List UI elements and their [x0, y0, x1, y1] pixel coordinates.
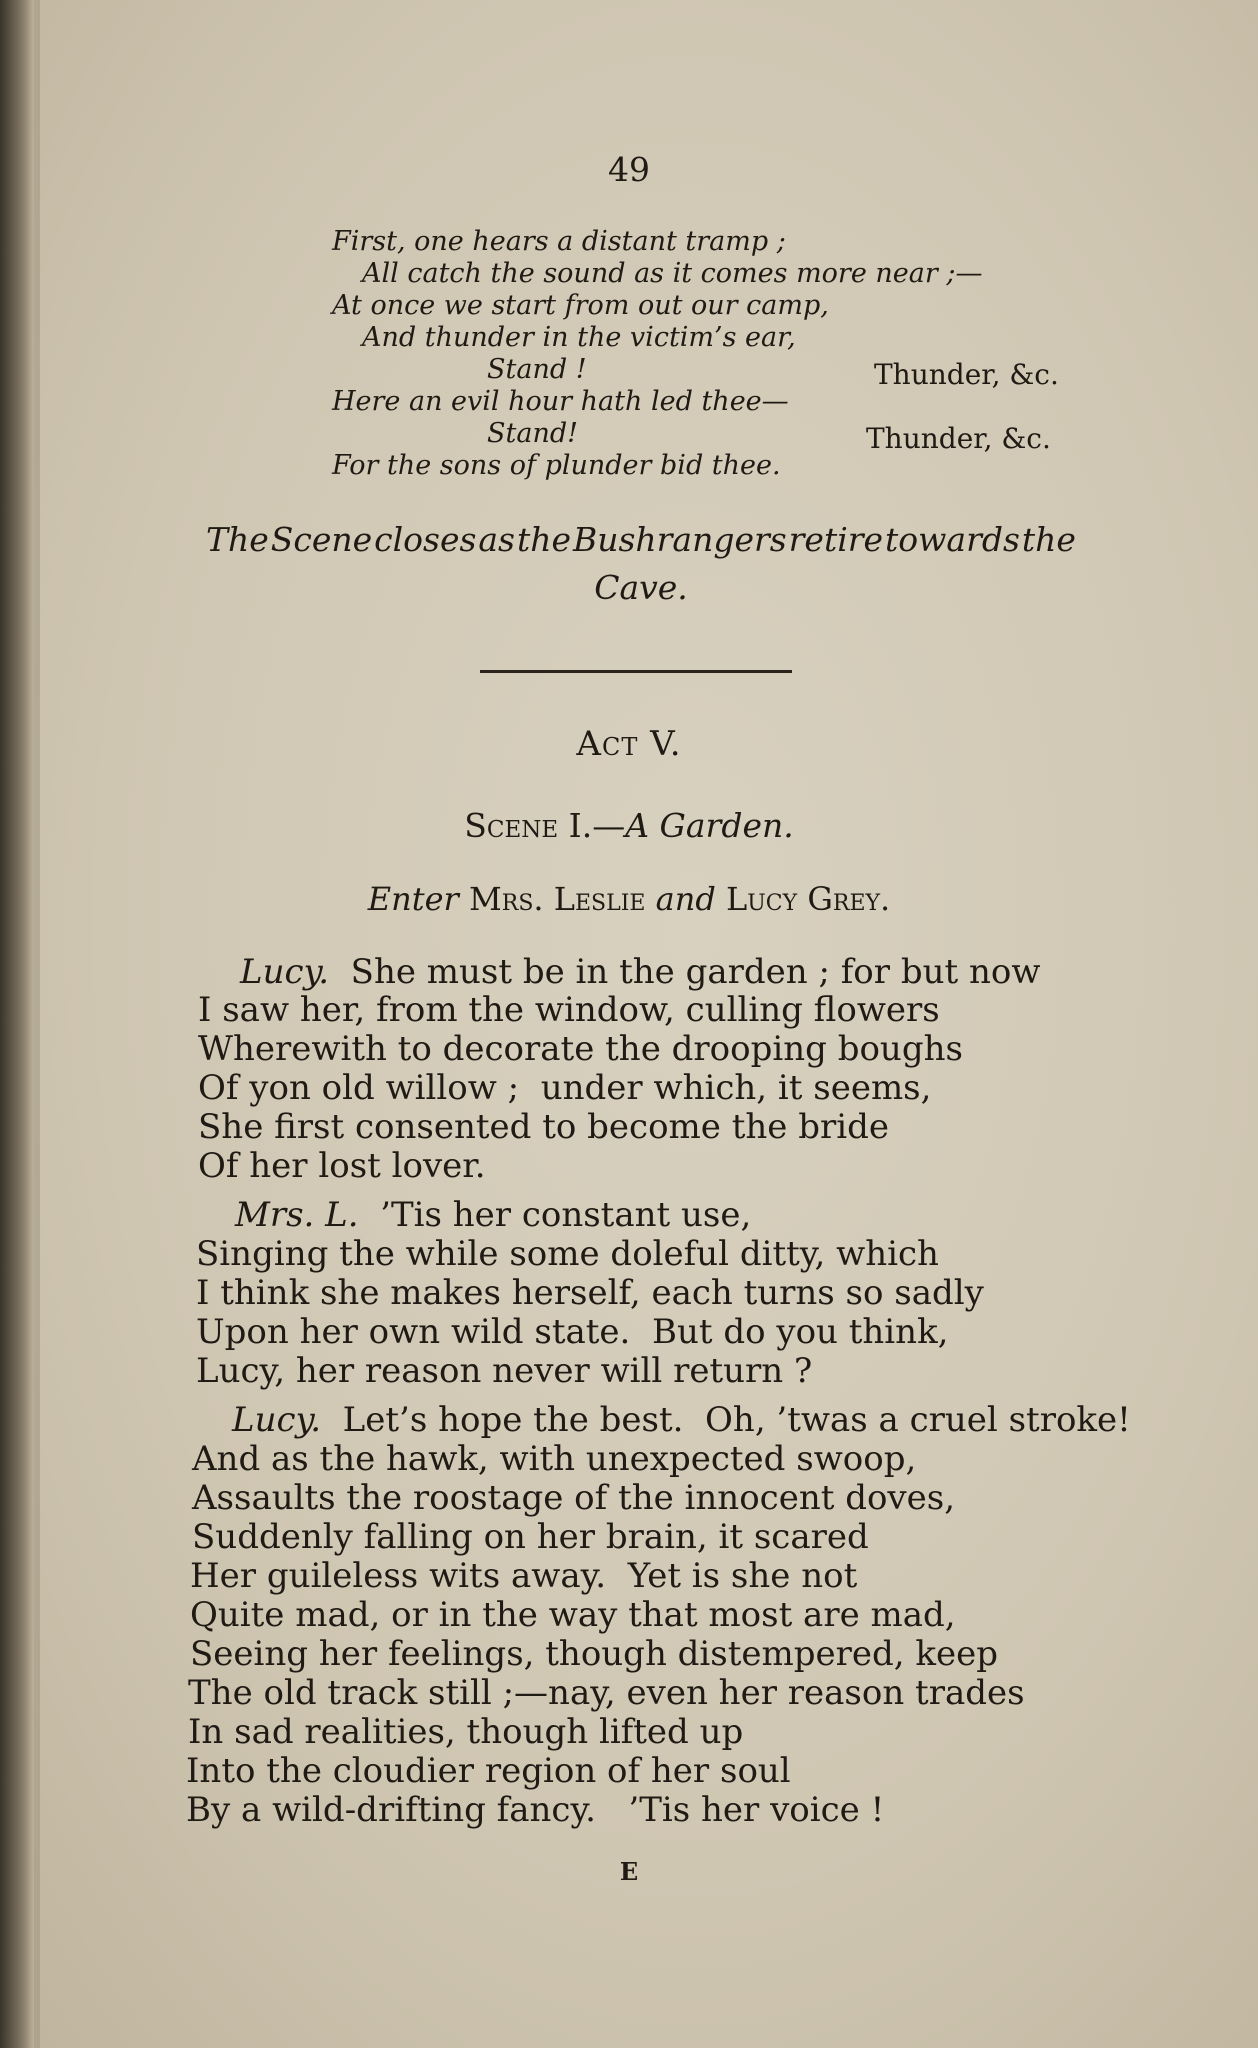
- dialogue-line: [198, 990, 940, 1030]
- stage-word: towards: [885, 520, 1020, 559]
- act-heading: [0, 724, 1258, 764]
- dialogue-line: [198, 1146, 486, 1186]
- dialogue-text: Seeing her feelings, though distempered, keep: [190, 1634, 999, 1674]
- signature-mark: E: [619, 1857, 639, 1886]
- dialogue-text: Into the cloudier region of her soul: [186, 1751, 791, 1791]
- stage-word: the: [516, 520, 571, 559]
- dialogue-text: Of yon old willow ; under which, it seems,: [198, 1068, 932, 1108]
- dialogue-line: [192, 1439, 916, 1479]
- stage-word: closes: [374, 520, 477, 559]
- dialogue-text: ’Tis her constant use,: [358, 1195, 752, 1235]
- stage-word: Bushrangers: [572, 520, 787, 559]
- dialogue-line: [232, 1400, 1131, 1440]
- stage-direction-line: [206, 516, 1076, 564]
- dialogue-text: Assaults the roostage of the innocent doves,: [192, 1478, 956, 1518]
- dialogue-line: [198, 1107, 889, 1147]
- verse-line: For the sons of plunder bid thee.: [332, 450, 781, 481]
- dialogue-text: I think she makes herself, each turns so sadly: [196, 1273, 984, 1313]
- dialogue-line: [196, 1351, 812, 1391]
- stage-word: retire: [788, 520, 884, 559]
- stage-word: Scene: [270, 520, 373, 559]
- verse-line: First, one hears a distant tramp ;: [332, 226, 786, 257]
- scene-number: Scene I.—: [464, 806, 626, 845]
- section-divider: [480, 670, 792, 673]
- page-edge: [34, 0, 40, 2048]
- scene-place: A Garden.: [625, 806, 794, 845]
- dialogue-line: [190, 1595, 956, 1635]
- dialogue-text: She must be in the garden ; for but now: [329, 952, 1041, 992]
- scene-heading: [0, 806, 1258, 845]
- dialogue-line: [198, 1068, 931, 1108]
- dialogue-line: [235, 1195, 751, 1235]
- dialogue-line: [240, 952, 1040, 992]
- stage-word: the: [1021, 520, 1076, 559]
- dialogue-text: In sad realities, though lifted up: [188, 1712, 744, 1752]
- dialogue-text: Singing the while some doleful ditty, which: [196, 1234, 939, 1274]
- character-name: Lucy Grey.: [726, 880, 891, 918]
- dialogue-text: The old track still ;—nay, even her reason trades: [188, 1673, 1025, 1713]
- stage-word: The: [206, 520, 269, 559]
- verse-line: Here an evil hour hath led thee—: [332, 386, 789, 417]
- stage-direction-line: Cave.: [594, 568, 688, 607]
- verse-line: And thunder in the victim’s ear,: [362, 322, 796, 353]
- dialogue-line: [190, 1556, 857, 1596]
- speaker-name: Lucy.: [240, 952, 330, 992]
- dialogue-text: Quite mad, or in the way that most are mad,: [190, 1595, 956, 1635]
- stage-word: as: [478, 520, 515, 559]
- verse-line: Stand!: [487, 418, 578, 449]
- dialogue-line: [198, 1029, 963, 1069]
- dialogue-line: [188, 1712, 743, 1752]
- dialogue-text: I saw her, from the window, culling flowers: [198, 990, 940, 1030]
- dialogue-line: [196, 1273, 984, 1313]
- verse-line: Stand !: [487, 354, 587, 385]
- dialogue-line: [186, 1790, 884, 1830]
- book-spine-shadow: [0, 0, 34, 2048]
- refrain-cue: Thunder, &c.: [866, 422, 1051, 455]
- dialogue-text: And as the hawk, with unexpected swoop,: [192, 1439, 917, 1479]
- speaker-name: Mrs. L.: [235, 1195, 359, 1235]
- dialogue-line: [186, 1751, 791, 1791]
- dialogue-text: Suddenly falling on her brain, it scared: [192, 1517, 869, 1557]
- dialogue-text: Her guileless wits away. Yet is she not: [190, 1556, 858, 1596]
- verse-line: At once we start from out our camp,: [332, 290, 829, 321]
- enter-word: Enter: [367, 880, 459, 918]
- dialogue-text: Lucy, her reason never will return ?: [196, 1351, 813, 1391]
- dialogue-line: [192, 1517, 869, 1557]
- dialogue-line: [188, 1673, 1025, 1713]
- dialogue-text: She first consented to become the bride: [198, 1107, 889, 1147]
- dialogue-text: By a wild-drifting fancy. ’Tis her voice !: [186, 1790, 885, 1830]
- dialogue-text: Wherewith to decorate the drooping boughs: [198, 1029, 963, 1069]
- refrain-cue: Thunder, &c.: [874, 358, 1059, 391]
- and-word: and: [655, 880, 716, 918]
- dialogue-text: Of her lost lover.: [198, 1146, 486, 1186]
- act-heading-text: Act V.: [576, 724, 682, 764]
- character-name: Mrs. Leslie: [469, 880, 646, 918]
- verse-line: All catch the sound as it comes more near ;—: [362, 258, 983, 289]
- dialogue-line: [190, 1634, 998, 1674]
- dialogue-text: Upon her own wild state. But do you think,: [196, 1312, 949, 1352]
- entrance-direction: [0, 880, 1258, 918]
- speaker-name: Lucy.: [232, 1400, 322, 1440]
- dialogue-text: Let’s hope the best. Oh, ’twas a cruel stroke!: [321, 1400, 1131, 1440]
- page-number: 49: [608, 150, 650, 189]
- dialogue-line: [196, 1312, 948, 1352]
- stage-direction: [206, 516, 1076, 612]
- dialogue-line: [192, 1478, 955, 1518]
- dialogue-line: [196, 1234, 939, 1274]
